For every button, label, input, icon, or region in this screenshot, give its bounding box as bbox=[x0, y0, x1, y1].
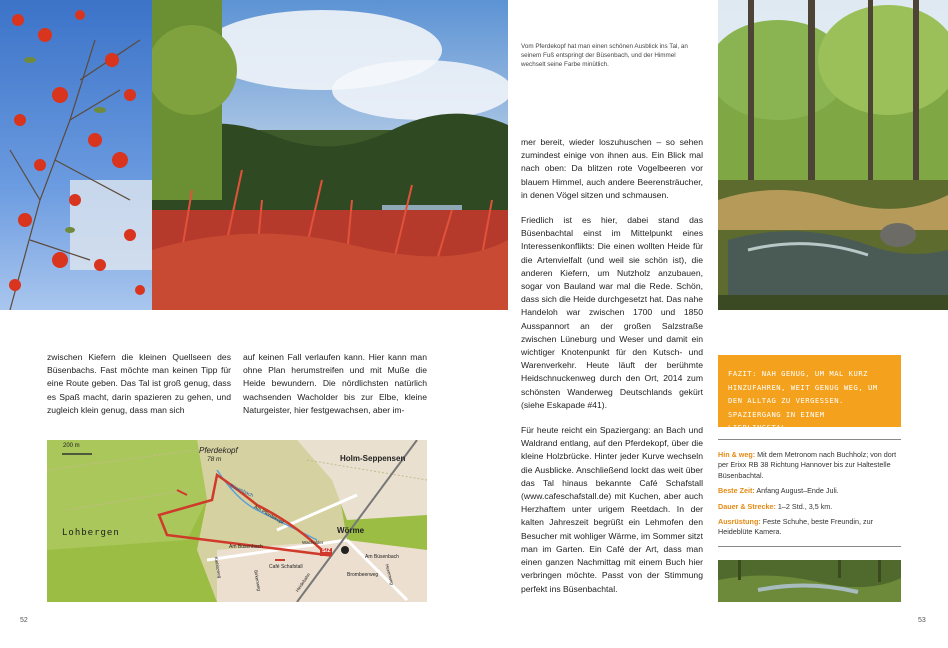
map-label-am-busenbach-right: Am Büsenbach bbox=[365, 554, 399, 560]
stream-thumbnail-photo bbox=[718, 560, 901, 602]
map-label-am-busenbach-left: Am Büsenbach bbox=[229, 544, 263, 550]
map-label-pferdekopf: Pferdekopf bbox=[199, 446, 238, 455]
info-label: Beste Zeit: bbox=[718, 486, 755, 496]
map-start-ziel-marker: S/Z bbox=[322, 548, 331, 554]
paragraph-1: mer bereit, wieder loszuhuschen – so sehen zumindest einige von ihnen aus. Ein Blick mal nach oben: Da blitzen rote Vogelbeeren vor blauem Himmel, auch andere Beerensträucher, in denen Vögel sitzen und schmausen. bbox=[521, 137, 703, 200]
info-text: Anfang August–Ende Juli. bbox=[754, 486, 839, 496]
page-number-left: 52 bbox=[20, 617, 28, 624]
info-item bbox=[718, 502, 901, 512]
page-number-right: 53 bbox=[918, 617, 926, 624]
rowan-berries-photo bbox=[0, 0, 152, 310]
map-label-cafe-schafstall: Café Schafstall bbox=[269, 564, 303, 570]
map-label-kiebitzweg: Kiebitzweg bbox=[213, 556, 223, 579]
info-label: Ausrüstung: bbox=[718, 517, 761, 527]
route-map bbox=[47, 440, 427, 602]
map-label-wacholder: Wacholder bbox=[302, 540, 324, 545]
info-text: 1–2 Std., 3,5 km. bbox=[775, 501, 833, 511]
info-divider-top bbox=[718, 439, 901, 440]
info-label: Hin & weg: bbox=[718, 450, 756, 459]
info-text: Mit dem Metronom nach Buchholz; von dort per Erixx RB 38 Richtung Hannover bis zur Haltestelle Büsenbachtal. bbox=[718, 450, 897, 480]
info-item bbox=[718, 486, 901, 496]
left-text-column-2: auf keinen Fall verlaufen kann. Hier kann man ohne Plan herumstreifen und mit Muße die Heide bewundern. Die nördlichsten natürlich wachsenden Wacholder bis zur Elbe, kleine Naturgeister, hier festgewachsen, aber im- bbox=[243, 352, 427, 415]
map-label-heidebahn: Heidebahn bbox=[294, 572, 312, 593]
info-list bbox=[718, 450, 901, 543]
photo-caption: Vom Pferdekopf hat man einen schönen Ausblick ins Tal, an seinem Fuß entspringt der Büsenbach, und der Himmel wechselt seine Farbe minütlich. bbox=[521, 43, 688, 68]
info-text: Feste Schuhe, beste Freundin, zur Heideblüte Kamera. bbox=[718, 517, 874, 537]
paragraph-3: Für heute reicht ein Spaziergang: an Bach und Waldrand entlang, auf den Pferdekopf, über die kleine Holzbrücke. Hinter jeder Kurve wechseln die Ausblicke. Anschließend lockt das weit über das Tal hinaus bekannte Café Schafstall (www.cafeschafstall.de) mit Kuchen, aber auch Herzhaftem unter urigem Reetdach. In der kalten Jahreszeit begrüßt ein Lehmofen den Besucher mit wohliger Wärme, im Sommer sitzt man im Garten. Ein Café der Art, dass man einen ganzen Nachmittag mit einem Buch hier verbringen möchte. Passt von der Stimmung perfekt ins Büsenbachtal. bbox=[521, 425, 703, 594]
map-label-brombeerweg: Brombeerweg bbox=[347, 572, 379, 578]
info-divider-bottom bbox=[718, 546, 901, 547]
fazit-box: FAZIT: NAH GENUG, UM MAL KURZ HINZUFAHREN, WEIT GENUG WEG, UM DEN ALLTAG ZU VERGESSEN. SPAZIERGANG IN EINEM LIEBLINGSTAL. bbox=[718, 355, 901, 427]
right-text-column bbox=[521, 136, 703, 608]
paragraph-2: Friedlich ist es hier, dabei stand das Büsenbachtal einst im Mittelpunkt eines Interessenkonflikts: Die einen wollten Heide für die Artenvielfalt (und weil sie schön ist), die anderen Kiefern, um Nutzholz anzubauen, sogar von Bauland war mal die Rede. Schön, dass sich die Heide durchgesetzt hat. Das nahe Handeloh war zwischen 1700 und 1850 Ausspannort an der großen Salzstraße zwischen Lüneburg und Weser und damit ein wichtiger Knotenpunkt für den Kutsch- und Warenverkehr. Heute läuft der berühmte Heidschnuckenweg durch den Ort, 2014 zum schönsten Wanderweg Deutschlands gekürt (siehe Eskapade #41). bbox=[521, 215, 704, 410]
map-label-busenbach-river: Büsenbach bbox=[228, 482, 255, 500]
info-item bbox=[718, 450, 901, 481]
map-label-holm-seppensen: Holm-Seppensen bbox=[340, 454, 406, 463]
info-item bbox=[718, 517, 901, 538]
info-label: Dauer & Strecke: bbox=[718, 501, 776, 511]
heath-landscape-photo bbox=[152, 0, 508, 310]
forest-stream-photo bbox=[718, 0, 948, 310]
map-label-pferdekopf-height: 78 m bbox=[207, 456, 222, 463]
map-label-lohbergen: Lohbergen bbox=[62, 528, 120, 538]
map-label-woerme: Wörme bbox=[337, 526, 365, 535]
map-label-hexenweg: Hexenweg bbox=[384, 563, 395, 586]
map-label-am-pferdekopf: Am Pferdekopf bbox=[252, 504, 285, 526]
map-label-birkenweg: Birkenweg bbox=[253, 569, 262, 592]
left-text-column-1: zwischen Kiefern die kleinen Quellseen des Büsenbachs. Fast möchte man keinen Tipp für eine Route geben. Das Tal ist groß genug, dass es Spaß macht, darin spazieren zu gehen, und zugleich klein genug, dass man sich bbox=[47, 352, 231, 415]
map-scale-text: 200 m bbox=[63, 443, 80, 449]
